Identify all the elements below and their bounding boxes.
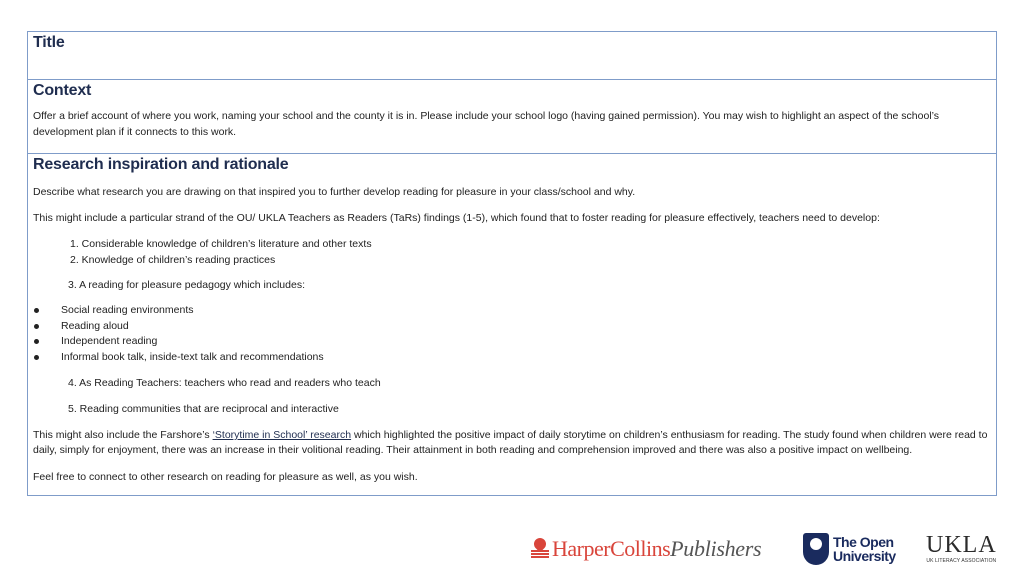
pedagogy-bullet-list (33, 303, 991, 365)
research-intro: Describe what research you are drawing on that inspired you to further develop reading for pleasure in your class/school and why. (33, 186, 636, 198)
closing-paragraph: Feel free to connect to other research on reading for pleasure as well, as you wish. (33, 471, 418, 483)
context-body: Offer a brief account of where you work, naming your school and the county it is in. Please include your school logo (having gained permission). You may wish to highlight an aspect of the school’s development plan if it connects to this work. (33, 110, 940, 138)
ukla-logo: UKLA UK LITERACY ASSOCIATION (926, 532, 997, 564)
bullet-icon (34, 324, 39, 329)
tars-item-3: 3. A reading for pleasure pedagogy which includes: (68, 279, 305, 291)
title-section (28, 32, 996, 80)
list-item: Independent reading (33, 334, 991, 350)
list-item: Informal book talk, inside-text talk and recommendations (33, 350, 991, 366)
research-section (28, 154, 996, 495)
title-heading: Title (33, 34, 65, 51)
bullet-icon (34, 339, 39, 344)
ou-shield-icon (803, 533, 829, 565)
tars-item-5: 5. Reading communities that are reciprocal and interactive (68, 403, 339, 415)
farshore-paragraph: This might also include the Farshore’s ‘Storytime in School’ research which highlighted the positive impact of daily storytime on children’s enthusiasm for reading. The study found when children were read to daily, simply for enjoyment, there was an increase in their volitional reading. Their attainment in both reading and comprehension improved and there was also a positive impact on wellbeing. (33, 429, 988, 456)
bullet-icon (34, 355, 39, 360)
list-item: Social reading environments (33, 303, 991, 319)
footer-logos (0, 530, 1024, 570)
tars-numbered-list (33, 237, 991, 268)
storytime-research-link[interactable]: ‘Storytime in School’ research (212, 429, 352, 441)
tars-paragraph: This might include a particular strand of the OU/ UKLA Teachers as Readers (TaRs) findings (1-5), which found that to foster reading for pleasure effectively, teachers need to develop: (33, 212, 880, 224)
research-heading: Research inspiration and rationale (33, 156, 289, 173)
harpercollins-logo: Harper Collins Publishers (531, 536, 761, 562)
list-item: Reading aloud (33, 319, 991, 335)
tars-item-4: 4. As Reading Teachers: teachers who read and readers who teach (68, 377, 381, 389)
template-frame (27, 31, 997, 496)
list-item: 1. Considerable knowledge of children’s literature and other texts (70, 238, 372, 250)
bullet-icon (34, 308, 39, 313)
context-section (28, 80, 996, 154)
list-item: 2. Knowledge of children’s reading practices (70, 253, 276, 266)
harpercollins-flame-icon (531, 538, 549, 560)
context-heading: Context (33, 82, 92, 99)
open-university-logo: The Open University (803, 533, 896, 565)
